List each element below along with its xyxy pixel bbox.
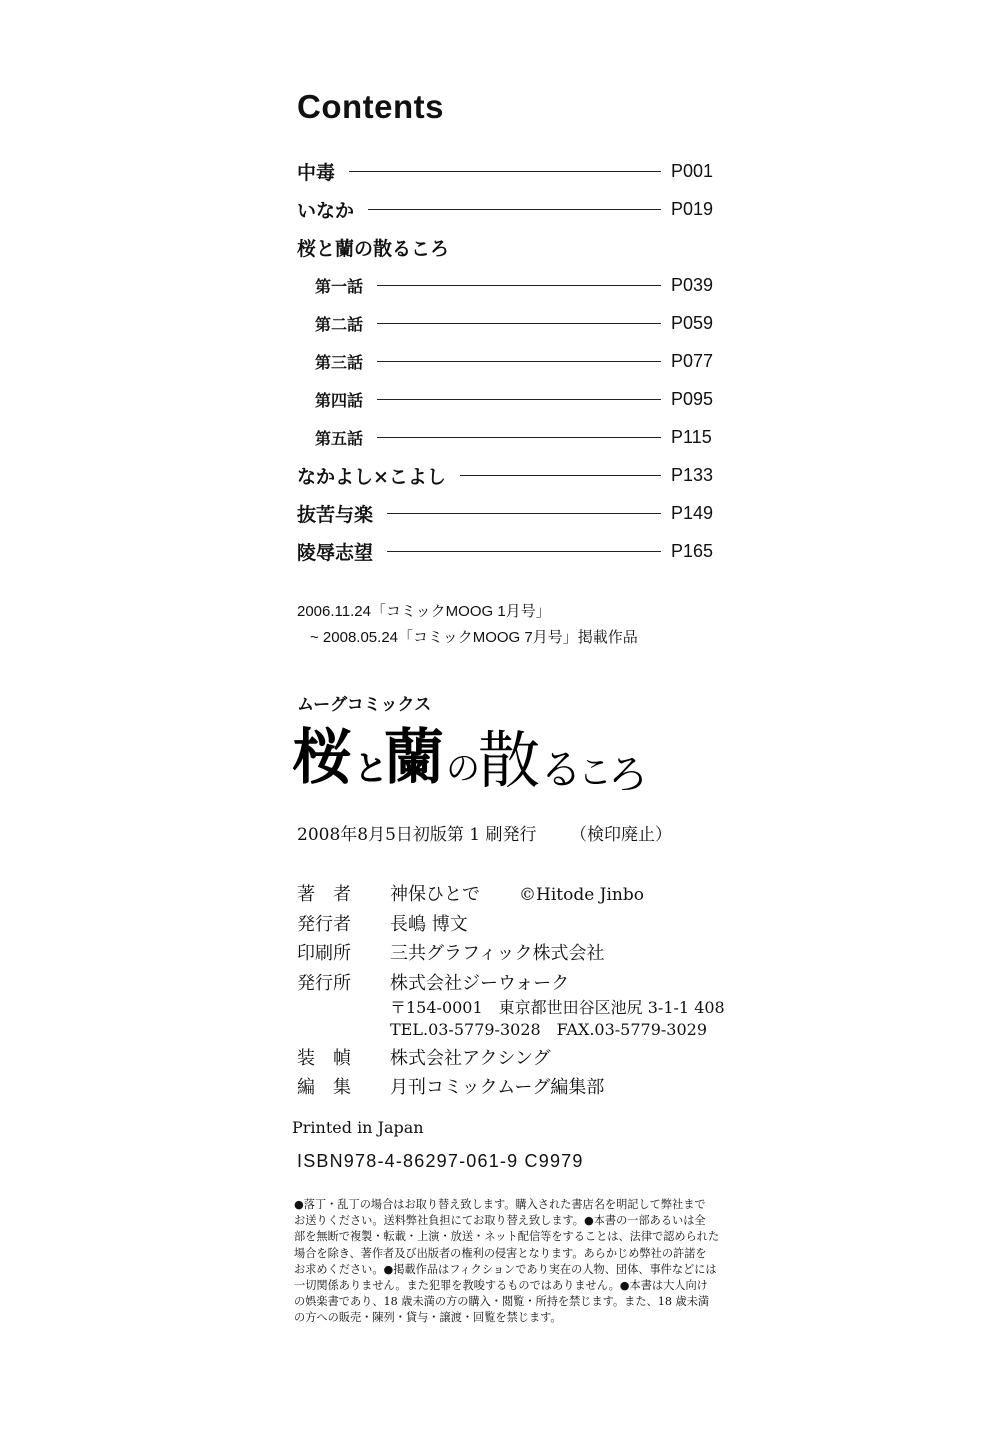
serialization-line-2: ~ 2008.05.24「コミックMOOG 7月号」掲載作品 [310,629,638,646]
credit-value: 株式会社アクシング [390,1048,551,1069]
legal-notice-line: ●落丁・乱丁の場合はお取り替え致します。購入された書店名を明記して弊社まで [294,1198,706,1211]
toc-leader-line [460,475,661,476]
series-name: ムーグコミックス [297,695,432,715]
toc-entry-title: 第五話 [315,428,364,448]
toc-entry-title: 中毒 [297,161,336,184]
toc-entry [315,272,721,298]
toc-leader-line [377,323,661,324]
toc-entry-page: P095 [671,388,714,409]
toc-leader-line [387,551,661,552]
toc-leader-line [368,209,661,210]
toc-entry-page: P149 [671,502,714,523]
isbn: ISBN978-4-86297-061-9 C9979 [297,1151,584,1171]
credit-value: 三共グラフィック株式会社 [390,943,605,964]
legal-notice-line: お送りください。送料弊社負担にてお取り替え致します。●本書の一部あるいは全 [294,1214,706,1228]
toc-entry [297,234,449,260]
credit-value: 長嶋 博文 [390,914,468,935]
book-title-char: る [540,745,583,794]
credit-label: 発行者 [297,914,351,935]
toc-entry-page: P115 [671,426,712,447]
credit-label: 編 集 [297,1077,351,1098]
book-title-char: 桜 [292,723,352,793]
toc-entry [315,424,721,450]
toc-entry-page: P001 [671,160,714,181]
book-title-char: と [354,749,388,789]
book-title-logo [292,708,648,798]
legal-notice [294,1197,724,1327]
toc-entry-page: P039 [671,274,714,295]
toc-leader-line [349,171,661,172]
toc-leader-line [377,285,661,286]
toc-leader-line [377,399,661,400]
toc-entry-page: P019 [671,198,714,219]
toc-entry-page: P165 [671,540,714,561]
toc-entry-page: P077 [671,350,714,371]
serialization-line-1: 2006.11.24「コミックMOOG 1月号」 [297,603,551,620]
toc-entry [297,462,721,488]
credit-value: 株式会社ジーウォーク [390,973,570,994]
book-title-char: ろ [608,752,648,798]
toc-entry-title: 第三話 [315,352,364,372]
book-title-char: こ [578,753,612,793]
toc-entry-title: 第二話 [315,314,364,334]
legal-notice-line: お求めください。●掲載作品はフィクションであり実在の人物、団体、事件などには [294,1262,717,1276]
credit-label: 発行所 [297,973,351,994]
book-title-char: 蘭 [384,723,444,793]
legal-notice-line: 場合を除き、著作者及び出版者の権利の侵害となります。あらかじめ弊社の許諾を [294,1246,707,1260]
toc-entry [297,500,721,526]
toc-entry [315,348,721,374]
credit-value: 神保ひとで [390,884,480,905]
toc-entry-title: 陵辱志望 [297,541,374,564]
stamp-note: （検印廃止） [570,825,672,845]
toc-leader-line [377,361,661,362]
edition-line: 2008年8月5日初版第 1 刷発行 [297,825,537,845]
credit-value: TEL.03-5779-3028 FAX.03-5779-3029 [390,1020,708,1039]
credit-value: 〒154-0001 東京都世田谷区池尻 3-1-1 408 [390,998,725,1017]
toc-entry-title: いなか [297,199,355,222]
toc-entry-title: 抜苦与楽 [297,503,374,526]
legal-notice-line: 一切関係ありません。また犯罪を教唆するものではありません。●本書は大人向け [294,1279,708,1293]
printed-in: Printed in Japan [292,1118,424,1137]
toc-entry [297,158,721,184]
toc-entry-title: 第一話 [315,276,364,296]
toc-entry [315,310,721,336]
toc-entry [297,196,721,222]
toc-entry-title: 第四話 [315,390,364,410]
book-title-char: 散 [478,724,541,797]
author-credit: ©Hitode Jinbo [519,885,644,905]
credit-label: 著 者 [297,884,351,905]
toc-entry [297,538,721,564]
toc-entry-page: P059 [671,312,714,333]
toc-leader-line [377,437,661,438]
credit-label: 装 幀 [297,1048,351,1069]
toc-entry [315,386,721,412]
toc-leader-line [387,513,661,514]
toc-entry-title: なかよし×こよし [297,465,446,488]
book-title-char: の [446,749,480,789]
legal-notice-line: の方への販売・陳列・貸与・譲渡・回覧を禁じます。 [294,1311,562,1325]
legal-notice-line: 部を無断で複製・転載・上演・放送・ネット配信等をすることは、法律で認められた [294,1230,720,1244]
toc-entry-title: 桜と蘭の散るころ [297,237,450,260]
credit-label: 印刷所 [297,943,351,964]
contents-title: Contents [297,88,444,125]
legal-notice-line: の娯楽書であり、18 歳未満の方の購入・閲覧・所持を禁じます。また、18 歳未満 [294,1295,710,1309]
credit-value: 月刊コミックムーグ編集部 [390,1077,605,1098]
toc-entry-page: P133 [671,464,714,485]
